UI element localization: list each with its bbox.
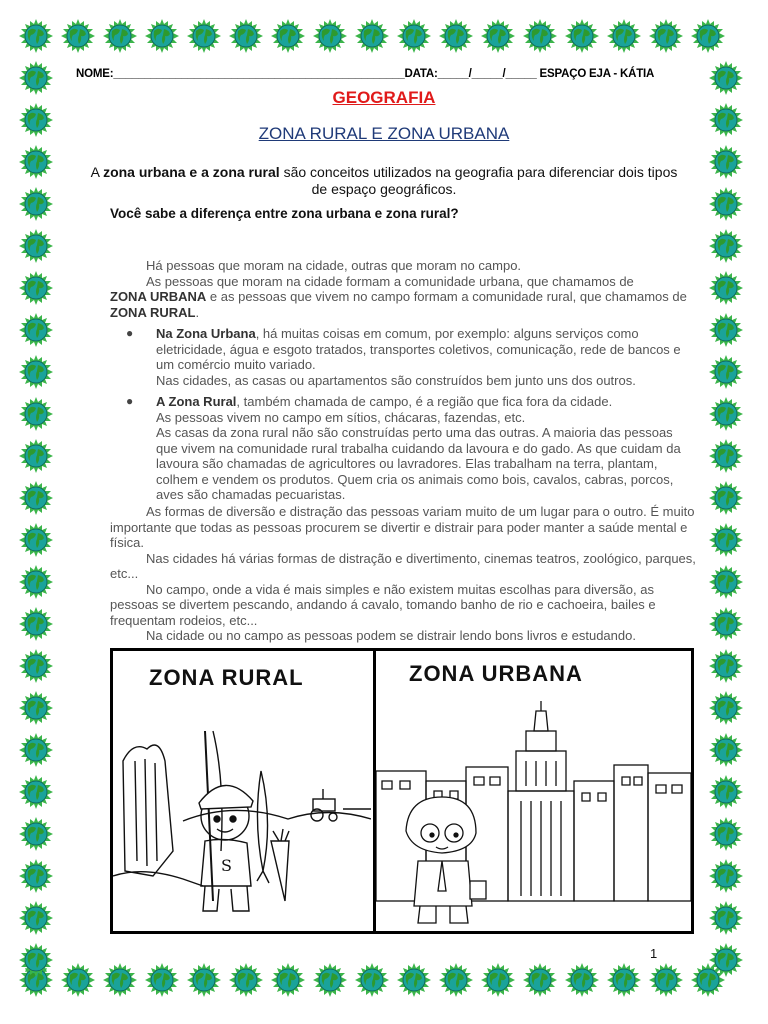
rural-text3: As casas da zona rural não são construídas perto uma das outras. A maioria das pessoas que vivem na comunidade rural trabalha cuidando da lavoura e do gado. As que cuidam da lavoura são chamadas de agricultores ou lavradores. Elas trabalham na terra, plantam, colhem e vendem os produtos. Quem cria os animais como bois, cavalos, cabras, porcos, aves são chamadas pecuaristas. bbox=[156, 425, 681, 502]
globe-icon bbox=[18, 564, 54, 600]
globe-icon bbox=[18, 102, 54, 138]
globe-icon bbox=[708, 942, 744, 978]
globe-icon bbox=[522, 18, 558, 54]
globe-icon bbox=[690, 18, 726, 54]
globe-icon bbox=[186, 18, 222, 54]
globe-icon bbox=[648, 18, 684, 54]
globe-icon bbox=[18, 606, 54, 642]
globe-icon bbox=[354, 962, 390, 998]
p1-line1: Há pessoas que moram na cidade, outras que moram no campo. bbox=[146, 258, 522, 273]
page-number: 1 bbox=[650, 946, 658, 961]
globe-icon bbox=[18, 522, 54, 558]
urbana-text2: Nas cidades, as casas ou apartamentos são construídos bem junto uns dos outros. bbox=[156, 372, 636, 388]
p1-bold-urbana: ZONA URBANA bbox=[110, 289, 207, 304]
globe-icon bbox=[18, 690, 54, 726]
p1-mid: e as pessoas que vivem no campo formam a comunidade rural, que chamamos de bbox=[206, 289, 687, 304]
rural-bold: A Zona Rural bbox=[156, 394, 237, 409]
intro-text bbox=[82, 164, 686, 198]
p2-part2: Nas cidades há várias formas de distração e divertimento, cinemas teatros, zoológico, parques, etc... bbox=[110, 550, 696, 581]
p1-bold-rural: ZONA RURAL bbox=[110, 304, 196, 320]
globe-icon bbox=[18, 60, 54, 96]
globe-icon bbox=[396, 18, 432, 54]
globe-icon bbox=[312, 18, 348, 54]
rural-text: , também chamada de campo, é a região que fica fora da cidade. bbox=[236, 394, 613, 409]
globe-icon bbox=[708, 144, 744, 180]
globe-icon bbox=[18, 18, 54, 54]
globe-icon bbox=[186, 962, 222, 998]
urbana-text: , há muitas coisas em comum, por exemplo: alguns serviços como eletricidade, água e esgoto tratados, transportes coletivos, comunicação, rede de bancos e um comércio muito variado. bbox=[156, 326, 681, 372]
globe-icon bbox=[18, 144, 54, 180]
globe-icon bbox=[18, 396, 54, 432]
globe-icon bbox=[354, 18, 390, 54]
globe-icon bbox=[18, 480, 54, 516]
globe-icon bbox=[270, 18, 306, 54]
globe-icon bbox=[438, 962, 474, 998]
globe-icon bbox=[708, 312, 744, 348]
globe-icon bbox=[18, 270, 54, 306]
globe-icon bbox=[18, 354, 54, 390]
paragraph-1 bbox=[110, 258, 700, 320]
globe-icon bbox=[60, 18, 96, 54]
globe-icon bbox=[228, 18, 264, 54]
globe-icon bbox=[396, 962, 432, 998]
globe-icon bbox=[708, 480, 744, 516]
globe-icon bbox=[648, 962, 684, 998]
urbana-bold: Na Zona Urbana bbox=[156, 326, 256, 341]
globe-icon bbox=[18, 312, 54, 348]
globe-icon bbox=[228, 962, 264, 998]
globe-icon bbox=[102, 18, 138, 54]
date-blank: _____/_____/_____ bbox=[437, 68, 537, 80]
globe-icon bbox=[144, 18, 180, 54]
urbana-label: ZONA URBANA bbox=[409, 661, 583, 686]
globe-icon bbox=[18, 858, 54, 894]
paragraph-2 bbox=[110, 504, 700, 644]
globe-icon bbox=[102, 962, 138, 998]
svg-text:S: S bbox=[221, 856, 232, 875]
p1-line2: As pessoas que moram na cidade formam a comunidade urbana, que chamamos de bbox=[146, 273, 634, 289]
bullet-icon: ● bbox=[126, 326, 134, 340]
globe-icon bbox=[708, 522, 744, 558]
bullet-rural bbox=[126, 394, 696, 503]
globe-icon bbox=[708, 354, 744, 390]
globe-icon bbox=[18, 228, 54, 264]
globe-icon bbox=[18, 816, 54, 852]
globe-icon bbox=[606, 18, 642, 54]
globe-icon bbox=[708, 438, 744, 474]
globe-icon bbox=[708, 102, 744, 138]
intro-suffix: são conceitos utilizados na geografia para diferenciar dois tipos de espaço geográficos. bbox=[279, 164, 678, 197]
globe-icon bbox=[708, 270, 744, 306]
name-label: NOME: bbox=[76, 68, 114, 80]
globe-icon bbox=[438, 18, 474, 54]
rural-label: ZONA RURAL bbox=[149, 665, 304, 690]
globe-icon bbox=[606, 962, 642, 998]
globe-icon bbox=[18, 648, 54, 684]
globe-icon bbox=[708, 396, 744, 432]
globe-icon bbox=[708, 732, 744, 768]
globe-icon bbox=[708, 606, 744, 642]
p1-end: . bbox=[195, 304, 200, 320]
page-title: ZONA RURAL E ZONA URBANA bbox=[258, 124, 510, 143]
globe-icon bbox=[18, 438, 54, 474]
globe-icon bbox=[708, 900, 744, 936]
name-blank: _______________________________________________ bbox=[113, 68, 405, 80]
school-label: ESPAÇO EJA - KÁTIA bbox=[539, 68, 655, 80]
p2-part3: No campo, onde a vida é mais simples e não existem muitas escolhas para diversão, as pessoas se divertem pescando, andando á cavalo, tomando banho de rio e cachoeira, bailes e frequentam rodeios, etc... bbox=[110, 581, 656, 628]
rural-text2: As pessoas vivem no campo em sítios, chácaras, fazendas, etc. bbox=[156, 409, 526, 425]
p2-part4: Na cidade ou no campo as pessoas podem se distrair lendo bons livros e estudando. bbox=[146, 628, 636, 643]
globe-icon bbox=[18, 774, 54, 810]
question-heading: Você sabe a diferença entre zona urbana e zona rural? bbox=[110, 206, 459, 221]
globe-icon bbox=[708, 774, 744, 810]
worksheet-page bbox=[62, 62, 706, 962]
globe-icon bbox=[708, 186, 744, 222]
intro-bold: zona urbana e a zona rural bbox=[103, 164, 280, 180]
globe-icon bbox=[18, 732, 54, 768]
globe-icon bbox=[564, 962, 600, 998]
globe-icon bbox=[708, 228, 744, 264]
globe-icon bbox=[564, 18, 600, 54]
rural-scene-drawing bbox=[113, 701, 371, 931]
p2-part1: As formas de diversão e distração das pessoas variam muito de um lugar para o outro. É muito importante que todas as pessoas procurem se divertir e distrair para poder manter a saúde mental e física. bbox=[110, 504, 695, 550]
globe-icon bbox=[18, 900, 54, 936]
intro-prefix: A bbox=[90, 164, 104, 180]
globe-icon bbox=[708, 648, 744, 684]
globe-icon bbox=[480, 962, 516, 998]
globe-icon bbox=[708, 564, 744, 600]
globe-icon bbox=[60, 962, 96, 998]
urban-scene-drawing bbox=[376, 701, 691, 931]
globe-icon bbox=[312, 962, 348, 998]
rural-urban-illustration bbox=[110, 648, 694, 934]
globe-icon bbox=[270, 962, 306, 998]
bullet-urbana bbox=[126, 326, 696, 388]
globe-icon bbox=[144, 962, 180, 998]
date-label: DATA: bbox=[404, 68, 438, 80]
globe-icon bbox=[18, 186, 54, 222]
globe-icon bbox=[708, 858, 744, 894]
globe-icon bbox=[18, 942, 54, 978]
subject-title: GEOGRAFIA bbox=[332, 88, 436, 107]
globe-icon bbox=[480, 18, 516, 54]
globe-icon bbox=[708, 816, 744, 852]
bullet-icon: ● bbox=[126, 394, 134, 408]
header-line bbox=[76, 68, 716, 80]
globe-icon bbox=[708, 690, 744, 726]
globe-icon bbox=[522, 962, 558, 998]
